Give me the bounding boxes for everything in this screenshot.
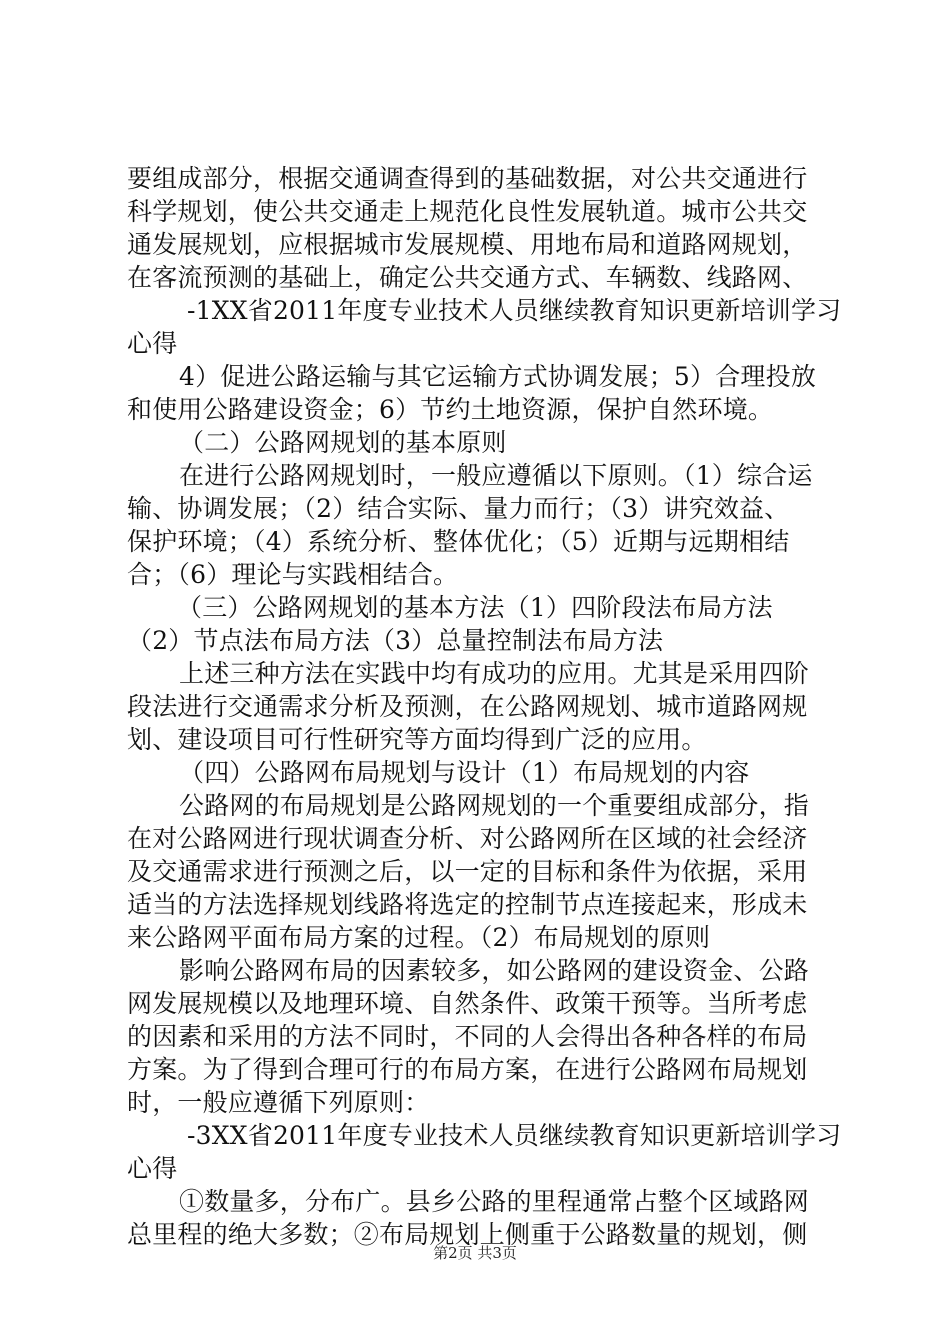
text-line: 适当的方法选择规划线路将选定的控制节点连接起来，形成未 (127, 890, 808, 919)
text-line: 划、建设项目可行性研究等方面均得到广泛的应用。 (127, 725, 707, 754)
text-line: 4）促进公路运输与其它运输方式协调发展；5）合理投放 (179, 362, 817, 391)
text-line: 科学规划，使公共交通走上规范化良性发展轨道。城市公共交 (127, 197, 808, 226)
text-line: 和使用公路建设资金；6）节约土地资源，保护自然环境。 (127, 395, 774, 424)
text-line: 通发展规划，应根据城市发展规模、用地布局和道路网规划， (127, 230, 808, 259)
text-line: 方案。为了得到合理可行的布局方案，在进行公路网布局规划 (127, 1055, 808, 1084)
text-line: 要组成部分，根据交通调查得到的基础数据，对公共交通进行 (127, 164, 808, 193)
text-line: 的因素和采用的方法不同时，不同的人会得出各种各样的布局 (127, 1022, 808, 1051)
page-number-footer: 第2页 共3页 (433, 1244, 517, 1262)
text-line: 上述三种方法在实践中均有成功的应用。尤其是采用四阶 (179, 659, 810, 688)
text-line: 合；（6）理论与实践相结合。 (127, 560, 459, 589)
text-line: 保护环境；（4）系统分析、整体优化；（5）近期与远期相结 (127, 527, 790, 556)
text-line: （2）节点法布局方法（3）总量控制法布局方法 (127, 626, 664, 655)
header-line: -3XX省2011年度专业技术人员继续教育知识更新培训学习 (187, 1121, 842, 1150)
header-line: 心得 (127, 1154, 178, 1183)
text-line: 网发展规模以及地理环境、自然条件、政策干预等。当所考虑 (127, 989, 808, 1018)
section-heading: （三）公路网规划的基本方法（1）四阶段法布局方法 (177, 593, 773, 622)
text-line: 公路网的布局规划是公路网规划的一个重要组成部分，指 (179, 791, 810, 820)
text-line: 及交通需求进行预测之后，以一定的目标和条件为依据，采用 (127, 857, 808, 886)
header-line: -1XX省2011年度专业技术人员继续教育知识更新培训学习 (187, 296, 842, 325)
text-line: ①数量多，分布广。县乡公路的里程通常占整个区域路网 (179, 1187, 810, 1216)
text-line: 时，一般应遵循下列原则： (127, 1088, 430, 1117)
text-line: 总里程的绝大多数；②布局规划上侧重于公路数量的规划，侧 (127, 1220, 808, 1249)
header-line: 心得 (127, 329, 178, 358)
text-line: 输、协调发展；（2）结合实际、量力而行；（3）讲究效益、 (127, 494, 790, 523)
text-line: 在进行公路网规划时，一般应遵循以下原则。（1）综合运 (179, 461, 813, 490)
text-line: 在对公路网进行现状调查分析、对公路网所在区域的社会经济 (127, 824, 808, 853)
text-line: 段法进行交通需求分析及预测，在公路网规划、城市道路网规 (127, 692, 808, 721)
document-body (127, 162, 842, 1251)
section-heading: （四）公路网布局规划与设计（1）布局规划的内容 (179, 758, 750, 787)
text-line: 在客流预测的基础上，确定公共交通方式、车辆数、线路网、 (127, 263, 808, 292)
section-heading: （二）公路网规划的基本原则 (179, 428, 507, 457)
text-line: 影响公路网布局的因素较多，如公路网的建设资金、公路 (179, 956, 810, 985)
text-line: 来公路网平面布局方案的过程。（2）布局规划的原则 (127, 923, 711, 952)
